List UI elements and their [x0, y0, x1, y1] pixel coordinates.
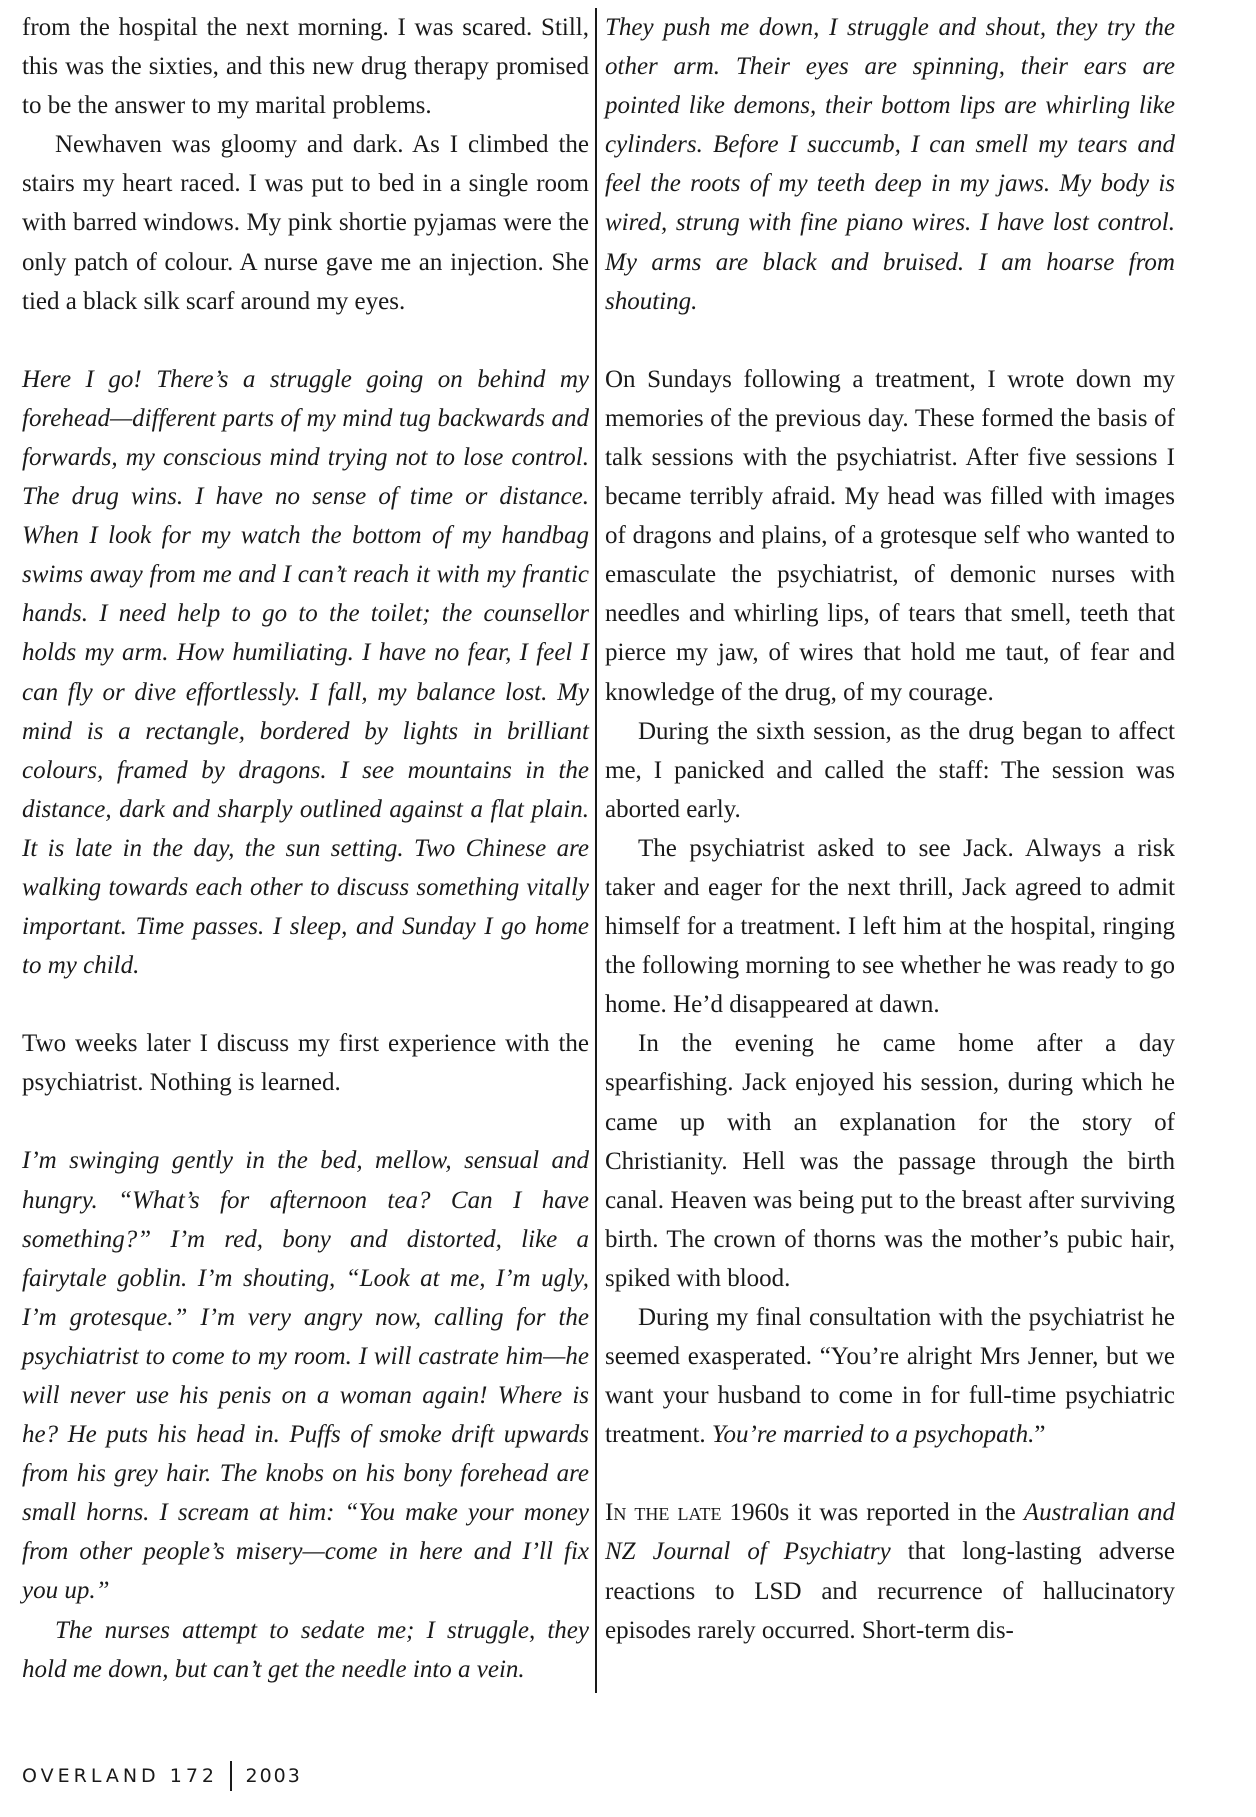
paragraph: The psychiatrist asked to see Jack. Always a risk taker and eager for the next thrill, Jack agreed to admit himself for a treatment. I left him at the hospital, ringing the following morning to see whether he was ready to go home. He’d disappeared at dawn. — [605, 834, 1175, 1019]
paragraph: During the sixth session, as the drug began to affect me, I panicked and called the staff: The session was aborted early. — [605, 717, 1175, 823]
italic-passage: They push me down, I struggle and shout, they try the other arm. Their eyes are spinning, their ears are pointed like demons, their bottom lips are whirling like cylinders. Before I succumb, I can smell my tears and feel the roots of my teeth deep in my jaws. My body is wired, strung with fine piano wires. I have lost control. My arms are black and bruised. I am hoarse from shouting. — [605, 14, 1175, 315]
italic-passage: Here I go! There’s a struggle going on behind my forehead—different parts of my mind tug backwards and forwards, my conscious mind trying not to lose control. The drug wins. I have no sense of time or distance. When I look for my watch the bottom of my handbag swims away from me and I can’t reach it with my frantic hands. I need help to go to the toilet; the counsellor holds my arm. How humiliating. I have no fear, I feel I can fly or dive effortlessly. I fall, my balance lost. My mind is a rectangle, bordered by lights in brilliant colours, framed by dragons. I see mountains in the distance, dark and sharply outlined against a flat plain. It is late in the day, the sun setting. Two Chinese are walking towards each other to discuss something vitally important. Time passes. I sleep, and Sunday I go home to my child. — [22, 365, 589, 980]
text-run: During my final consultation with the psychiatrist he seemed exasperated. “You’re alright Mrs Jenner, but we want your husband to come in for full-time psychiatric treatment. — [605, 1304, 1175, 1449]
italic-passage: I’m swinging gently in the bed, mellow, sensual and hungry. “What’s for afternoon tea? Can I have something?” I’m red, bony and distorted, like a fairytale goblin. I’m shouting, “Look at me, I’m ugly, I’m grotesque.” I’m very angry now, calling for the psychiatrist to come to my room. I will castrate him—he will never use his penis on a woman again! Where is he? He puts his head in. Puffs of smoke drift upwards from his grey hair. The knobs on his bony forehead are small horns. I scream at him: “You make your money from other people’s misery—come in here and I’ll fix you up.” — [22, 1147, 589, 1605]
text-run: 1960s it was reported in the — [721, 1499, 1024, 1527]
column-divider — [595, 8, 597, 1693]
emphasis: You’re married to a psychopath. — [711, 1421, 1035, 1449]
paragraph — [605, 1298, 1175, 1454]
footer-divider — [230, 1761, 232, 1791]
paragraph — [605, 1493, 1175, 1649]
paragraph: Newhaven was gloomy and dark. As I climbed the stairs my heart raced. I was put to bed in a single room with barred windows. My pink shortie pyjamas were the only patch of colour. A nurse gave me an injection. She tied a black silk scarf around my eyes. — [22, 131, 589, 315]
paragraph: On Sundays following a treatment, I wrote down my memories of the previous day. These formed the basis of talk sessions with the psychiatrist. After five sessions I became terribly afraid. My head was filled with images of dragons and plains, of a grotesque self who wanted to emasculate the psychiatrist, of demonic nurses with needles and whirling lips, of tears that smell, teeth that pierce my jaw, of wires that hold me taut, of fear and knowledge of the drug, of my courage. — [605, 365, 1175, 706]
journal-title: Australian and NZ Journal of Psychiatry — [605, 1499, 1175, 1566]
small-caps-lead: In the late — [605, 1499, 722, 1527]
left-column — [22, 8, 589, 1689]
text-run: ” — [1034, 1421, 1046, 1449]
page-footer — [22, 1761, 302, 1791]
text-run: that long-lasting adverse reactions to LSD and recurrence of hallucinatory episodes rarely occurred. Short-term dis- — [605, 1538, 1175, 1644]
right-column — [605, 8, 1175, 1650]
publication-year: 2003 — [245, 1765, 302, 1787]
paragraph: Two weeks later I discuss my first experience with the psychiatrist. Nothing is learned. — [22, 1030, 589, 1097]
paragraph: from the hospital the next morning. I was scared. Still, this was the sixties, and this new drug therapy promised to be the answer to my marital problems. — [22, 14, 589, 120]
paragraph: In the evening he came home after a day spearfishing. Jack enjoyed his session, during which he came up with an explanation for the story of Christianity. Hell was the passage through the birth canal. Heaven was being put to the breast after surviving birth. The crown of thorns was the mother’s pubic hair, spiked with blood. — [605, 1030, 1175, 1292]
italic-passage: The nurses attempt to sedate me; I struggle, they hold me down, but can’t get the needle into a vein. — [22, 1616, 589, 1683]
publication-name: OVERLAND 172 — [22, 1765, 218, 1787]
